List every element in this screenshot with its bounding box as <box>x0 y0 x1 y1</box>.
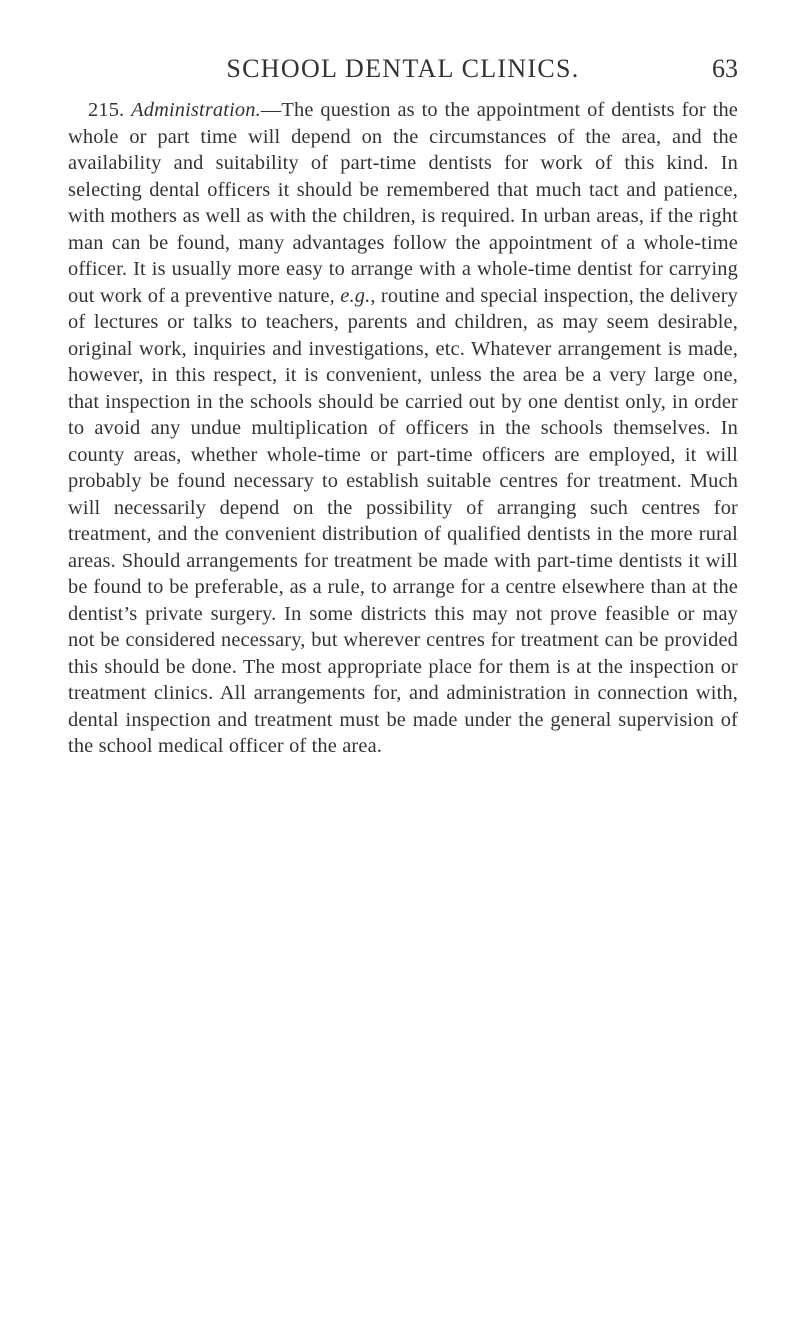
section-paragraph <box>68 97 738 760</box>
page-number: 63 <box>712 54 738 83</box>
section-title: Administration. <box>131 99 261 121</box>
section-body: —The question as to the appointment of dentists for the whole or part time will depend on the circumstances of the area, and the availability and suitability of part-time dentists for work of this kind. In selecting dental officers it should be remembered that much tact and patience, with mothers as well as with the children, is required. In urban areas, if the right man can be found, many advantages follow the appointment of a whole-time officer. It is usually more easy to arrange with a whole-time dentist for carrying out work of a preventive nature, <box>68 99 738 307</box>
eg-abbreviation: e.g. <box>340 284 371 307</box>
section-body-continued: , routine and special inspection, the delivery of lectures or talks to teachers, parents and children, as may seem desirable, original work, inquiries and investigations, etc. Whatever arrangement is made, however, in this respect, it is convenient, unless the area be a very large one, that inspection in the schools should be carried out by one dentist only, in order to avoid any undue multiplication of officers in the schools themselves. In county areas, whether whole-time or part-time officers are employed, it will probably be found necessary to establish suitable centres for treatment. Much will necessarily depend on the possibility of arranging such centres for treatment, and the convenient distribution of qualified dentists in the more rural areas. Should arrangements for treatment be made with part-time dentists it will be found to be preferable, as a rule, to arrange for a centre elsewhere than at the dentist’s private surgery. In some districts this may not prove feasible or may not be considered necessary, but wherever centres for treatment can be provided this should be done. The most appropriate place for them is at the inspection or treatment clinics. All arrangements for, and administration in connection with, dental inspection and treatment must be made under the general supervision of the school medical officer of the area. <box>68 284 738 757</box>
running-head <box>68 52 738 92</box>
running-title: SCHOOL DENTAL CLINICS. <box>226 54 580 83</box>
section-number: 215. <box>88 99 125 121</box>
